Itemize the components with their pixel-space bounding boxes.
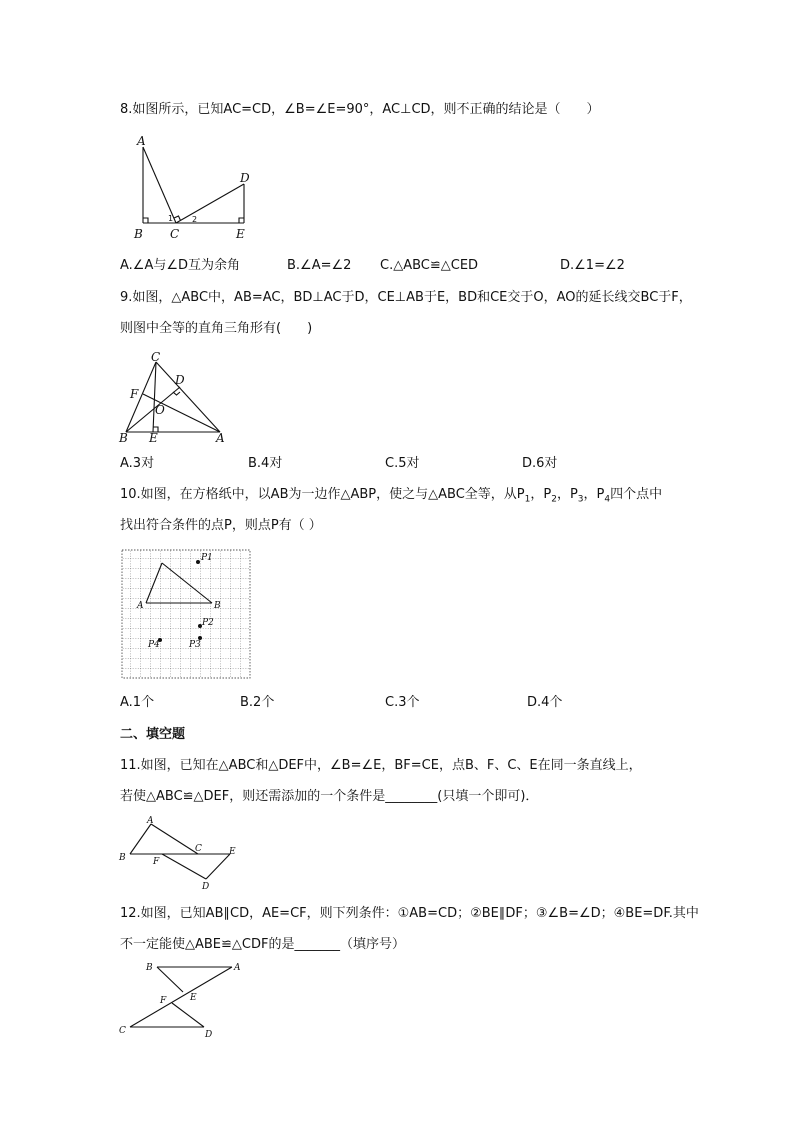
label-d: D — [240, 171, 250, 185]
q9-figure — [118, 350, 228, 445]
q11-figure — [118, 812, 248, 892]
label-a: A — [147, 816, 154, 826]
label-a: A — [234, 963, 241, 973]
q9-stem-line1: 9.如图，△ABC中，AB=AC，BD⊥AC于D，CE⊥AB于E，BD和CE交于O，AO的延长线交BC于F， — [120, 290, 692, 305]
segment-df — [172, 1003, 204, 1027]
label-p1: P1 — [201, 553, 213, 563]
label-e: E — [229, 847, 236, 857]
q12-stem-line2: 不一定能使△ABE≌△CDF的是_______（填序号） — [120, 937, 405, 952]
segment-ac — [130, 967, 232, 1027]
label-d: D — [202, 882, 210, 892]
angle-2-label: 2 — [192, 215, 198, 224]
q12-figure — [115, 958, 250, 1043]
label-p4: P4 — [148, 640, 160, 650]
label-b: B — [214, 601, 221, 611]
q8-option-d[interactable]: D.∠1=∠2 — [560, 258, 625, 273]
label-c: C — [170, 227, 180, 241]
q9-option-b[interactable]: B.4对 — [248, 456, 283, 471]
right-angle-mark-e — [239, 218, 244, 223]
q9-option-a[interactable]: A.3对 — [120, 456, 155, 471]
segment-ac — [151, 824, 198, 854]
label-c: C — [151, 350, 161, 364]
q8-option-a[interactable]: A.∠A与∠D互为余角 — [120, 258, 241, 273]
q9-option-d[interactable]: D.6对 — [522, 456, 558, 471]
label-o: O — [155, 403, 165, 417]
segment-ba — [130, 824, 151, 854]
right-angle-mark-d — [173, 392, 180, 395]
label-a: A — [137, 134, 146, 148]
q10-option-a[interactable]: A.1个 — [120, 695, 155, 710]
q8-figure — [125, 132, 265, 244]
label-b: B — [134, 227, 143, 241]
segment-ca — [156, 362, 220, 432]
q8-option-b[interactable]: B.∠A=∠2 — [287, 258, 352, 273]
label-a: A — [216, 431, 225, 445]
label-f: F — [153, 857, 160, 867]
q10-option-c[interactable]: C.3个 — [385, 695, 420, 710]
q10-stem-line1: 10.如图，在方格纸中，以AB为一边作△ABP，使之与△ABC全等，从$P_1$，$P_2$，$P_3$，$P_4$四个点中 — [120, 487, 663, 505]
label-e: E — [149, 431, 158, 445]
segment-ac — [143, 147, 176, 223]
label-d: D — [205, 1030, 213, 1040]
label-c: C — [119, 1026, 126, 1036]
label-b: B — [119, 853, 126, 863]
q11-stem-line2: 若使△ABC≌△DEF，则还需添加的一个条件是________(只填一个即可)． — [120, 789, 539, 804]
q10-grid-figure — [120, 548, 252, 680]
segment-ed — [206, 854, 230, 879]
segment-ce — [153, 362, 156, 432]
segment-cd — [176, 184, 244, 223]
q12-stem-line1: 12.如图，已知AB∥CD，AE=CF，则下列条件：①AB=CD；②BE∥DF；③∠B=∠D；④BE=DF.其中 — [120, 906, 699, 921]
q10-stem-line2: 找出符合条件的点P，则点P有（ ） — [120, 518, 322, 533]
q10-option-b[interactable]: B.2个 — [240, 695, 275, 710]
segment-df — [162, 854, 206, 879]
label-p3: P3 — [189, 640, 201, 650]
q8-option-c[interactable]: C.△ABC≌△CED — [380, 258, 479, 273]
q8-stem: 8.如图所示，已知AC=CD，∠B=∠E=90°，AC⊥CD，则不正确的结论是（ ） — [120, 102, 600, 117]
label-f: F — [160, 996, 167, 1006]
section-title: 二、填空题 — [120, 727, 186, 742]
label-a: A — [137, 601, 144, 611]
label-b: B — [119, 431, 128, 445]
label-b: B — [146, 963, 153, 973]
label-c: C — [195, 844, 202, 854]
q10-option-d[interactable]: D.4个 — [527, 695, 563, 710]
right-angle-mark-b — [143, 218, 148, 223]
label-p2: P2 — [202, 618, 214, 628]
label-e: E — [236, 227, 245, 241]
q9-option-c[interactable]: C.5对 — [385, 456, 420, 471]
q11-stem-line1: 11.如图，已知在△ABC和△DEF中，∠B=∠E，BF=CE，点B、F、C、E在同一条直线上， — [120, 758, 642, 773]
q9-stem-line2: 则图中全等的直角三角形有( ) — [120, 321, 313, 336]
angle-1-label: 1 — [168, 214, 174, 223]
segment-be — [157, 967, 183, 992]
label-d: D — [175, 373, 185, 387]
point-p1[interactable] — [196, 560, 200, 564]
grid-paper — [122, 550, 250, 678]
label-f: F — [130, 387, 139, 401]
label-e: E — [190, 993, 197, 1003]
